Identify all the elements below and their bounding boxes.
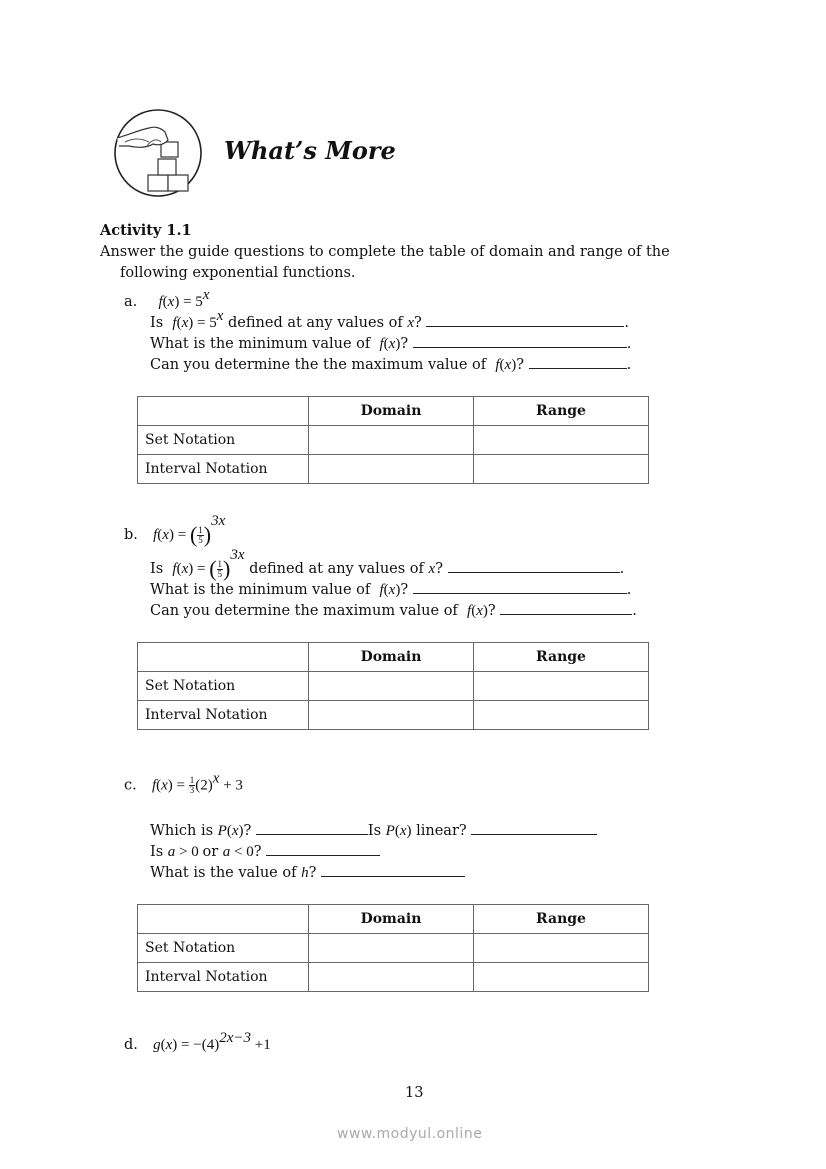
row-label: Set Notation	[138, 426, 309, 455]
table-header-empty	[138, 643, 309, 672]
item-letter: a.	[124, 294, 138, 310]
item-d-function: d. $g(x) = -(4)^{2x-3} +1$	[124, 1030, 271, 1053]
table-header-empty	[138, 397, 309, 426]
table-row	[138, 934, 649, 963]
table-header-domain: Domain	[309, 397, 474, 426]
row-label: Set Notation	[138, 934, 309, 963]
item-letter: d.	[124, 1037, 138, 1053]
page-number: 13	[405, 1085, 424, 1101]
answer-blank[interactable]	[471, 822, 597, 835]
instruction-line-2: following exponential functions.	[120, 265, 356, 281]
answer-blank[interactable]	[529, 356, 627, 369]
range-cell[interactable]	[474, 455, 649, 484]
range-cell[interactable]	[474, 934, 649, 963]
item-b-question-2: What is the minimum value of f(x)? .	[150, 582, 632, 598]
item-b-question-1: Is f(x) = ( $\frac{1}{5}$ )$^{3x}$ defined at any values of x? .	[150, 547, 625, 581]
range-cell[interactable]	[474, 672, 649, 701]
activity-title: Activity 1.1	[100, 222, 192, 239]
table-header-domain: Domain	[309, 905, 474, 934]
answer-blank[interactable]	[448, 560, 620, 573]
domain-cell[interactable]	[309, 426, 474, 455]
item-a-question-2: What is the minimum value of f(x)? .	[150, 336, 632, 352]
row-label: Interval Notation	[138, 455, 309, 484]
answer-blank[interactable]	[500, 602, 632, 615]
answer-blank[interactable]	[321, 864, 465, 877]
row-label: Interval Notation	[138, 963, 309, 992]
domain-cell[interactable]	[309, 455, 474, 484]
table-header-empty	[138, 905, 309, 934]
domain-range-table-a	[137, 396, 649, 484]
range-cell[interactable]	[474, 701, 649, 730]
domain-cell[interactable]	[309, 701, 474, 730]
domain-cell[interactable]	[309, 934, 474, 963]
item-c-question-1: Which is P(x)? Is P(x) linear?	[150, 822, 597, 840]
range-cell[interactable]	[474, 426, 649, 455]
instruction-line-1: Answer the guide questions to complete the table of domain and range of the	[100, 244, 670, 260]
table-header-range: Range	[474, 905, 649, 934]
item-c-question-2: Is a > 0 or a < 0?	[150, 843, 380, 861]
table-row	[138, 701, 649, 730]
table-header-domain: Domain	[309, 643, 474, 672]
row-label: Interval Notation	[138, 701, 309, 730]
item-letter: c.	[124, 777, 137, 794]
row-label: Set Notation	[138, 672, 309, 701]
domain-cell[interactable]	[309, 963, 474, 992]
item-a-question-3: Can you determine the the maximum value of f(x)? .	[150, 357, 632, 373]
domain-cell[interactable]	[309, 672, 474, 701]
hand-stacking-blocks-icon	[113, 108, 203, 198]
answer-blank[interactable]	[413, 335, 627, 348]
item-a-question-1: Is $f(x) = 5^x$ defined at any values of x? .	[150, 308, 630, 331]
answer-blank[interactable]	[256, 822, 368, 835]
answer-blank[interactable]	[426, 314, 624, 327]
item-c-question-3: What is the value of h?	[150, 864, 465, 882]
item-c-function: c. f(x) = $\frac{1}{3}$ $(2)^x + 3$	[124, 770, 243, 795]
table-row	[138, 455, 649, 484]
answer-blank[interactable]	[266, 843, 380, 856]
answer-blank[interactable]	[413, 581, 627, 594]
domain-range-table-b	[137, 642, 649, 730]
table-row	[138, 426, 649, 455]
item-b-question-3: Can you determine the maximum value of f(x)? .	[150, 603, 637, 619]
item-letter: b.	[124, 527, 138, 543]
section-title: What’s More	[224, 136, 396, 165]
item-b-function: b. f(x) = ( $\frac{1}{5}$ )$^{3x}$	[124, 513, 226, 547]
table-header-range: Range	[474, 643, 649, 672]
range-cell[interactable]	[474, 963, 649, 992]
table-row	[138, 672, 649, 701]
footer-url: www.modyul.online	[337, 1126, 483, 1142]
table-header-range: Range	[474, 397, 649, 426]
domain-range-table-c	[137, 904, 649, 992]
table-row	[138, 963, 649, 992]
item-a-function: a. $f(x) = 5^x$	[124, 287, 210, 310]
